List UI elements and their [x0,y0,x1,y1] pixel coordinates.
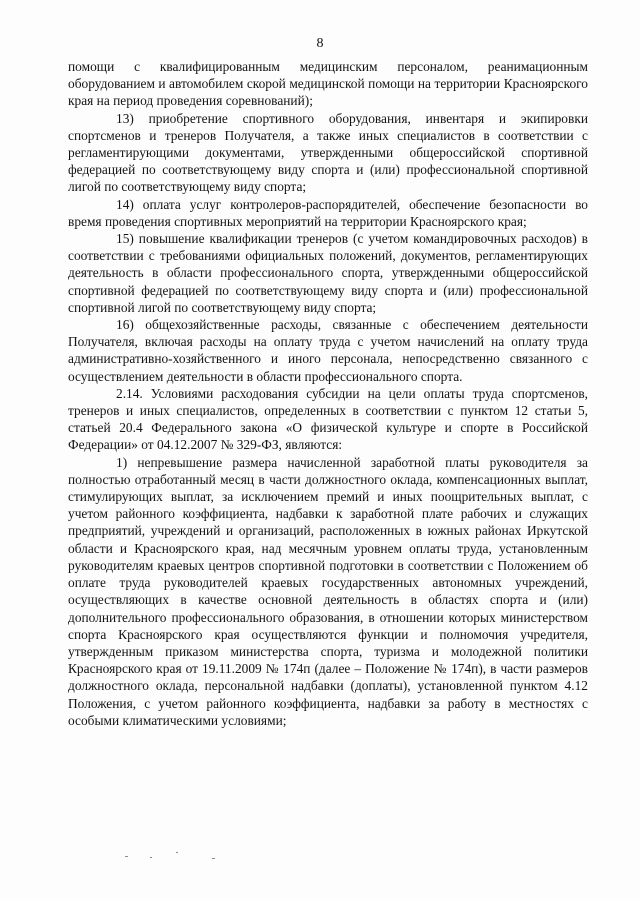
scan-artifact-mark [125,856,128,857]
paragraph-item-13: 13) приобретение спортивного оборудования, инвентаря и экипировки спортсменов и тренеров Получателя, а также иных специалистов в соответствии с регламентирующими документами, утвержденными общероссийской спортивной федерацией по соответствующему виду спорта и (или) профессиональной спортивной лигой по соответствующему виду спорта; [68,110,588,195]
paragraph-item-15: 15) повышение квалификации тренеров (с учетом командировочных расходов) в соответствии с требованиями официальных положений, документов, регламентирующих деятельность в области профессионального спорта, утвержденными общероссийской спортивной федерацией по соответствующему виду спорта и (или) профессиональной спортивной лигой по соответствующему виду спорта; [68,231,588,315]
page-number: 8 [316,36,324,51]
paragraph-item-16: 16) общехозяйственные расходы, связанные с обеспечением деятельности Получателя, включая расходы на оплату труда с учетом начислений на оплату труда административно-хозяйственного и иного персонала, непосредственно связанного с осуществлением деятельности в области профессионального спорта. [68,317,588,384]
scan-artifact-mark [150,857,152,858]
paragraph-section-2-14: 2.14. Условиями расходования субсидии на цели оплаты труда спортсменов, тренеров и иных специалистов, определенных в соответствии с пунктом 12 статьи 5, статьей 20.4 Федерального закона «О физической культуре и спорте в Российской Федерации» от 04.12.2007 № 329-ФЗ, являются: [68,385,588,453]
paragraph-item-14: 14) оплата услуг контролеров-распорядителей, обеспечение безопасности во время проведения спортивных мероприятий на территории Красноярского края; [68,196,588,229]
scan-artifact-mark [176,852,178,853]
paragraph-continuation: помощи с квалифицированным медицинским персоналом, реанимационным оборудованием и автомобилем скорой медицинской помощи на территории Красноярского края на период проведения соревнований); [68,59,588,109]
scan-artifact-mark [212,858,215,859]
paragraph-condition-1: 1) непревышение размера начисленной заработной платы руководителя за полностью отработанный месяц в части должностного оклада, компенсационных выплат, стимулирующих выплат, за исключением премий и иных поощрительных выплат, с учетом районного коэффициента, надбавки к заработной плате рабочих и служащих предприятий, учреждений и организаций, расположенных в южных районах Иркутской области и Красноярского края, над месячным уровнем оплаты труда, установленным руководителям краевых центров спортивной подготовки в соответствии с Положением об оплате труда руководителей краевых государственных автономных учреждений, осуществляющих в качестве основной деятельность в областях спорта и (или) дополнительного профессионального образования, в отношении которых министерством спорта Красноярского края осуществляются функции и полномочия учредителя, утвержденным приказом министерства спорта, туризма и молодежной политики Красноярского края от 19.11.2009 № 174п (далее – Положение № 174п), в части размеров должностного оклада, персональной надбавки (доплаты), установленной пунктом 4.12 Положения, с учетом районного коэффициента, надбавки за работу в местностях с особыми климатическими условиями; [68,454,588,728]
document-body [68,58,588,729]
